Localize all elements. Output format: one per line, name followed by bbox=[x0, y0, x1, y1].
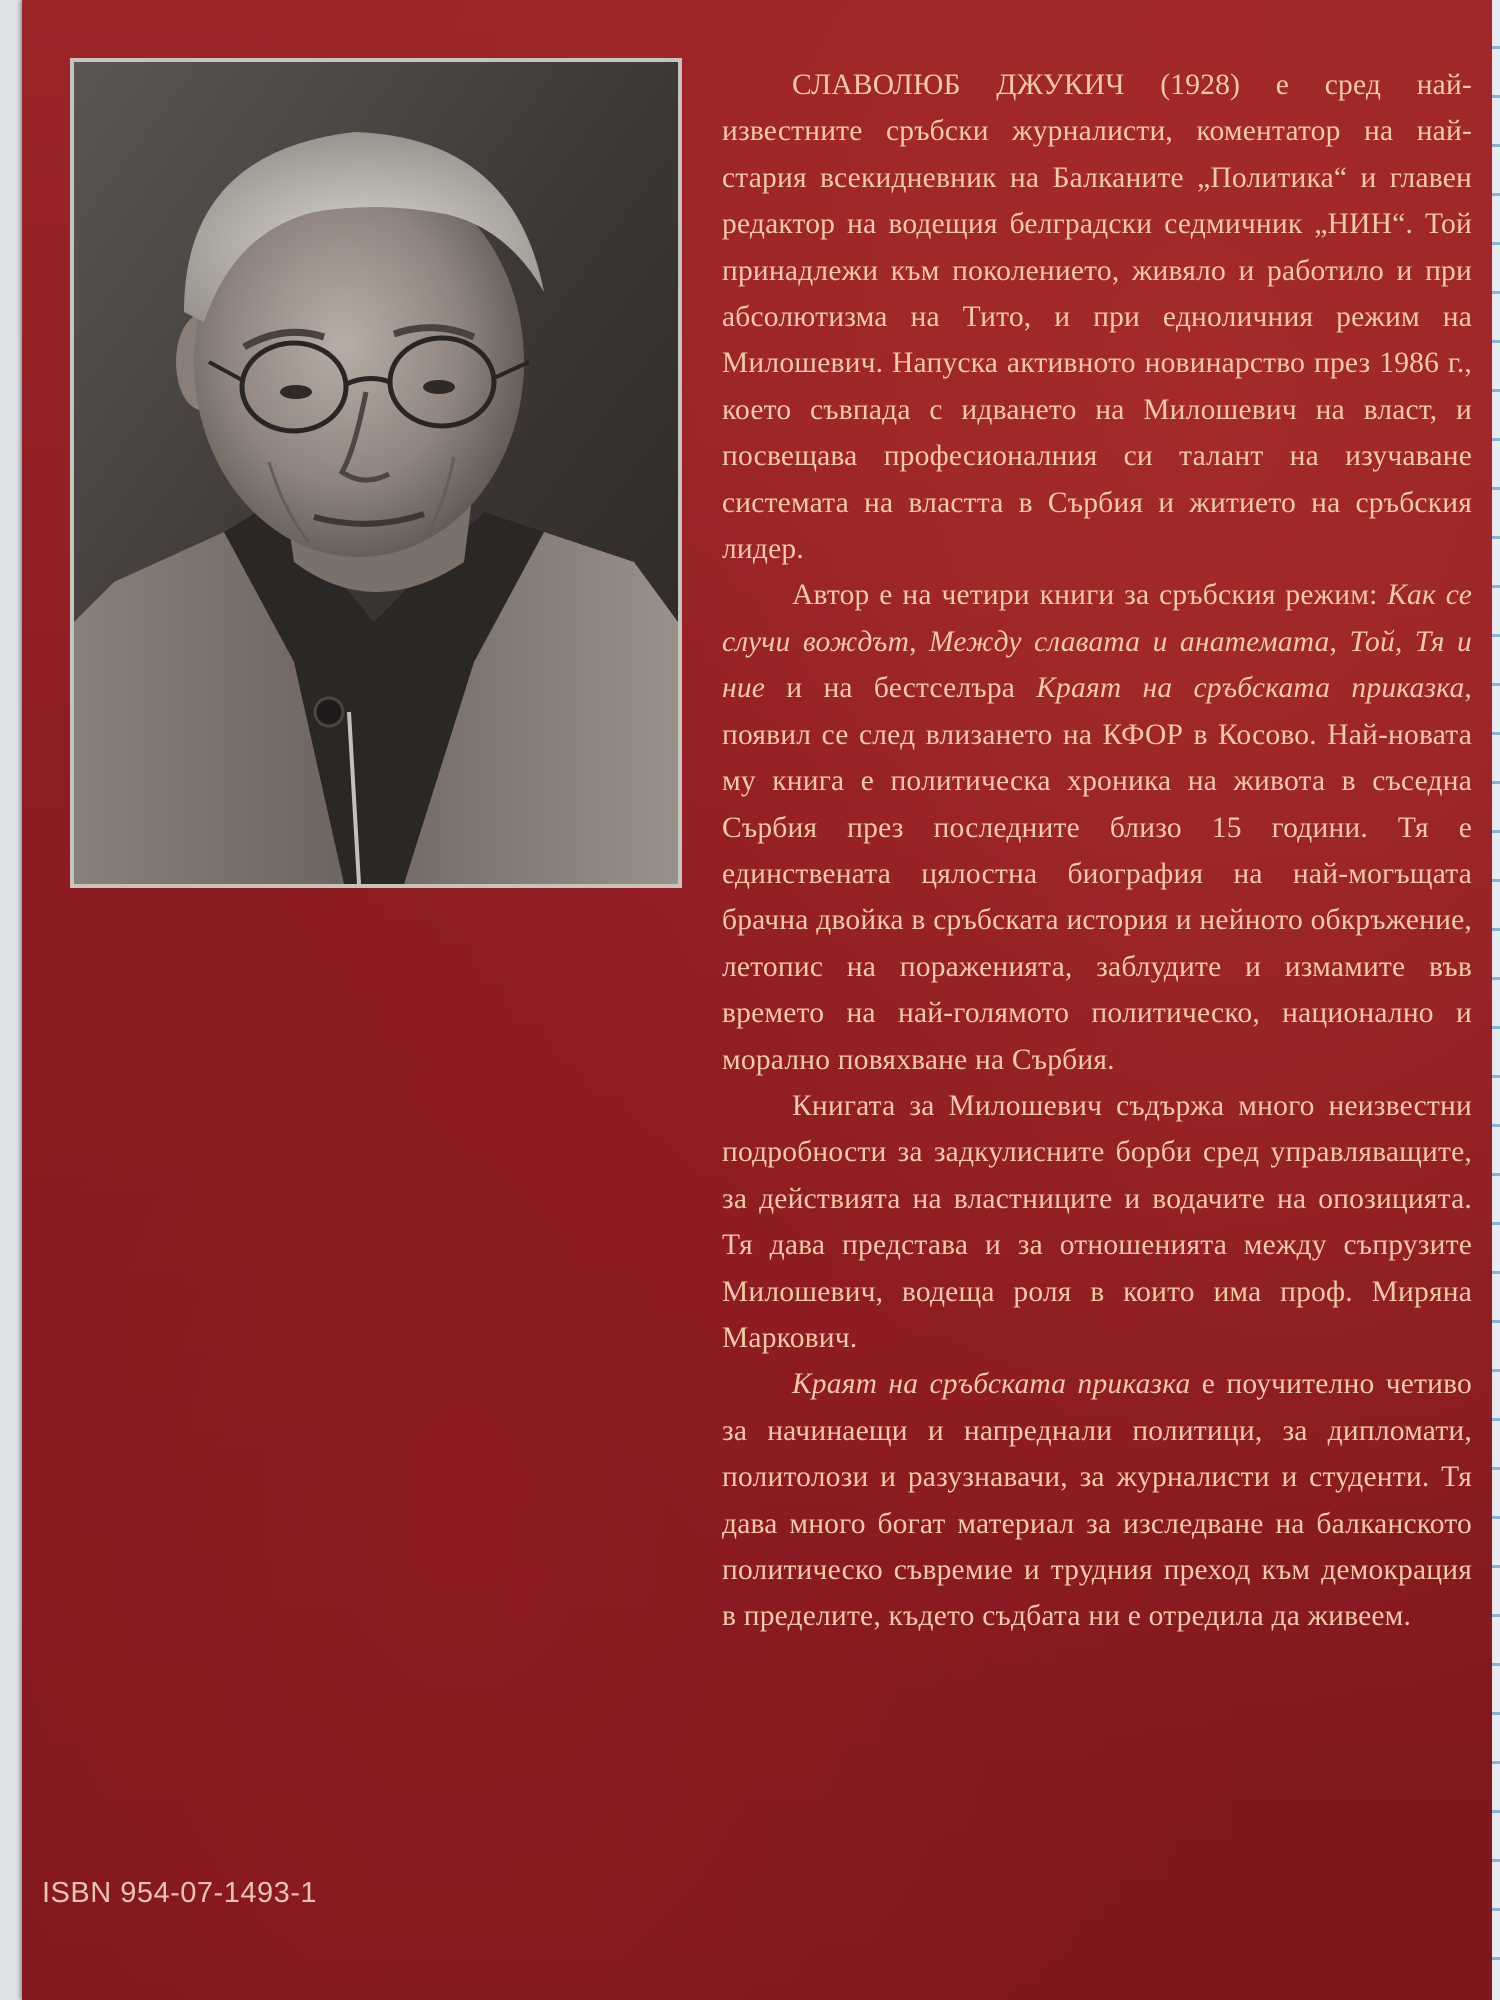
paragraph-author-books bbox=[722, 572, 1472, 1082]
book-back-cover bbox=[22, 0, 1492, 2000]
text-segment: и на бестселъра bbox=[765, 672, 1037, 705]
text-segment: Книгата за Милошевич съдържа много неизвестни подробности за задкулисните борби сред управляващите, за действията на властниците и водачите на опозицията. Тя дава представа и за отношенията между съпрузите Милошевич, водеща роля в които има проф. Миряна Маркович. bbox=[722, 1089, 1472, 1354]
text-segment: , появил се след влизането на КФОР в Косово. Най-новата му книга е политическа хроника на живота в съседна Сърбия през последните близо 15 години. Тя е единствената цялостна биография на най-могъщата брачна двойка в сръбската история и нейното обкръжение, летопис на пораженията, заблудите и измамите във времето на най-голямото политическо, национално и морално повяхване на Сърбия. bbox=[722, 672, 1472, 1076]
isbn-number: ISBN 954-07-1493-1 bbox=[42, 1877, 317, 1909]
text-segment: Автор е на четири книги за сръбския режим: bbox=[792, 579, 1388, 612]
paragraph-book-audience bbox=[722, 1361, 1472, 1639]
book-title: Краят на сръбската приказка bbox=[1036, 672, 1465, 705]
text-segment: е поучително четиво за начинаещи и напреднали политици, за дипломати, политолози и разузнавачи, за журналисти и студенти. Тя дава много богат материал за изследване на балканското политическо съвремие и трудния преход към демокрация в пределите, където съдбата ни е отредила да живеем. bbox=[722, 1368, 1472, 1633]
paragraph-book-summary bbox=[722, 1083, 1472, 1361]
book-title: Той, Тя и ние bbox=[722, 625, 1472, 705]
book-description bbox=[722, 62, 1472, 1640]
text-segment: , bbox=[1329, 625, 1350, 658]
text-segment: , bbox=[909, 625, 930, 658]
paragraph-author-bio bbox=[722, 62, 1472, 572]
book-title: Краят на сръбската приказка bbox=[792, 1368, 1191, 1401]
book-title: Между славата и анатемата bbox=[929, 625, 1330, 658]
book-title: Как се случи вождът bbox=[722, 579, 1472, 658]
author-photo bbox=[70, 58, 682, 888]
text-segment: СЛАВОЛЮБ ДЖУКИЧ (1928) е сред най-известните сръбски журналисти, коментатор на най-стария всекидневник на Балканите „Политика“ и главен редактор на водещия белградски седмичник „НИН“. Той принадлежи към поколението, живяло и работило и при абсолютизма на Тито, и при едноличния режим на Милошевич. Напуска активното новинарство през 1986 г., което съвпада с идването на Милошевич на власт, и посвещава професионалния си талант на изучаване системата на властта в Сърбия и житието на сръбския лидер. bbox=[722, 69, 1472, 566]
